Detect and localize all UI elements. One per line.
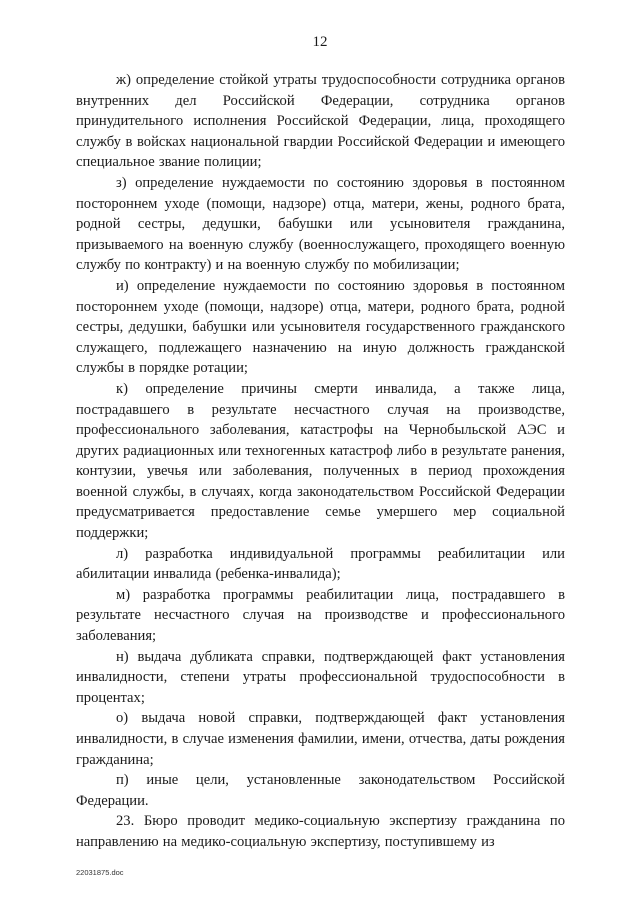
paragraph-p: п) иные цели, установленные законодательством Российской Федерации. (76, 772, 565, 809)
page-number: 12 (312, 34, 328, 50)
paragraph-o: о) выдача новой справки, подтверждающей факт установления инвалидности, в случае изменения фамилии, имени, отчества, даты рождения гражданина; (76, 710, 565, 768)
footer-filename: 22031875.doc (76, 868, 124, 877)
paragraph-i: и) определение нуждаемости по состоянию здоровья в постоянном постороннем уходе (помощи, надзоре) отца, матери, родного брата, родной сестры, дедушки, бабушки или усыновителя государственного гражданского служащего, подлежащего назначению на иную должность гражданской службы в порядке ротации; (76, 277, 565, 377)
paragraph-k: к) определение причины смерти инвалида, а также лица, пострадавшего в результате несчастного случая на производстве, профессионального заболевания, катастрофы на Чернобыльской АЭС и других радиационных или техногенных катастроф либо в результате ранения, контузии, увечья или заболевания, полученных в период прохождения военной службы, в случаях, когда законодательством Российской Федерации предусматривается предоставление семье умершего мер социальной поддержки; (76, 380, 565, 542)
paragraph-zh: ж) определение стойкой утраты трудоспособности сотрудника органов внутренних дел Российской Федерации, сотрудника органов принудительного исполнения Российской Федерации, лица, проходящего службу в войсках национальной гвардии Российской Федерации и имеющего специальное звание полиции; (76, 72, 565, 171)
paragraph-m: м) разработка программы реабилитации лица, пострадавшего в результате несчастного случая на производстве и профессионального заболевания; (76, 586, 565, 645)
paragraph-l: л) разработка индивидуальной программы реабилитации или абилитации инвалида (ребенка-инвалида); (76, 545, 565, 583)
document-body (76, 70, 565, 853)
paragraph-23: 23. Бюро проводит медико-социальную экспертизу гражданина по направлению на медико-социальную экспертизу, поступившему из (76, 813, 565, 850)
paragraph-n: н) выдача дубликата справки, подтверждающей факт установления инвалидности, степени утраты профессиональной трудоспособности в процентах; (76, 648, 565, 706)
paragraph-z: з) определение нуждаемости по состоянию здоровья в постоянном постороннем уходе (помощи, надзоре) отца, матери, жены, родного брата, родной сестры, дедушки, бабушки или усыновителя гражданина, призываемого на военную службу (военнослужащего, проходящего военную службу по контракту) и на военную службу по мобилизации; (76, 174, 565, 274)
